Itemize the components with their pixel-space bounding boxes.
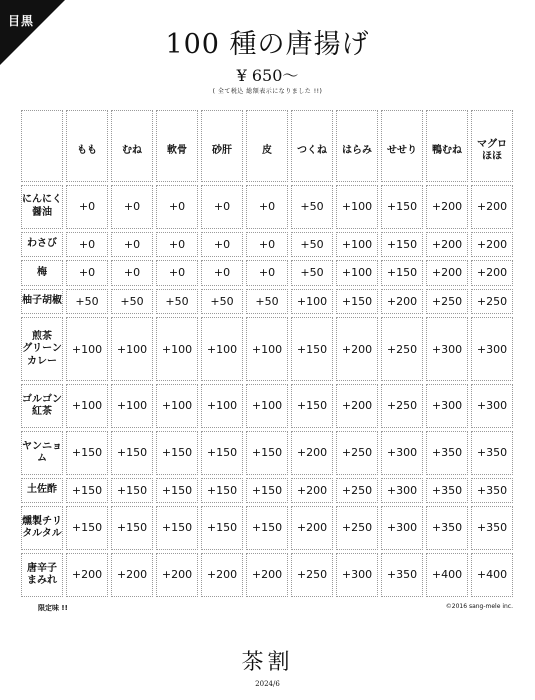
price-cell: +0 <box>201 185 243 229</box>
price-cell: +100 <box>336 185 378 229</box>
price-cell: +100 <box>246 317 288 381</box>
price-cell: +100 <box>156 384 198 428</box>
price-cell: +150 <box>111 478 153 504</box>
price-cell: +200 <box>381 289 423 315</box>
price-cell: +200 <box>201 553 243 597</box>
price-cell: +200 <box>471 232 513 258</box>
price-cell: +50 <box>291 260 333 286</box>
price-cell: +150 <box>246 478 288 504</box>
price-cell: +250 <box>381 384 423 428</box>
price-cell: +0 <box>201 232 243 258</box>
price-cell: +150 <box>246 431 288 475</box>
price-cell: +0 <box>246 185 288 229</box>
price-cell: +150 <box>156 506 198 550</box>
price-cell: +0 <box>201 260 243 286</box>
copyright: ©2016 sang-mele inc. <box>445 603 513 610</box>
column-header: むね <box>111 110 153 182</box>
price-cell: +150 <box>291 384 333 428</box>
price-cell: +0 <box>111 185 153 229</box>
price-cell: +250 <box>426 289 468 315</box>
price-cell: +150 <box>111 431 153 475</box>
price-cell: +350 <box>471 478 513 504</box>
price-matrix <box>18 107 516 600</box>
price-cell: +200 <box>471 260 513 286</box>
price-cell: +0 <box>156 260 198 286</box>
price-cell: +100 <box>336 232 378 258</box>
price-cell: +200 <box>111 553 153 597</box>
matrix-body <box>21 185 513 597</box>
column-header: はらみ <box>336 110 378 182</box>
row-header: 柚子胡椒 <box>21 289 63 315</box>
price-cell: +0 <box>111 260 153 286</box>
price-cell: +200 <box>66 553 108 597</box>
price-cell: +50 <box>291 232 333 258</box>
price-cell: +100 <box>66 384 108 428</box>
column-header: 皮 <box>246 110 288 182</box>
price-cell: +300 <box>381 478 423 504</box>
price-cell: +300 <box>381 431 423 475</box>
price-cell: +150 <box>246 506 288 550</box>
price-cell: +350 <box>471 431 513 475</box>
price-cell: +200 <box>291 506 333 550</box>
price-cell: +200 <box>426 185 468 229</box>
row-header: わさび <box>21 232 63 258</box>
price-cell: +200 <box>426 260 468 286</box>
row-header: 土佐酢 <box>21 478 63 504</box>
corner-cell <box>21 110 63 182</box>
limited-flavor-note: 限定味 !! <box>38 604 68 612</box>
price-cell: +0 <box>246 260 288 286</box>
price-cell: +50 <box>156 289 198 315</box>
price-cell: +100 <box>111 317 153 381</box>
price-cell: +150 <box>381 232 423 258</box>
price-cell: +300 <box>471 384 513 428</box>
price-cell: +200 <box>336 384 378 428</box>
header-row <box>21 110 513 182</box>
price-cell: +150 <box>66 506 108 550</box>
price-cell: +200 <box>336 317 378 381</box>
column-header: 鴨むね <box>426 110 468 182</box>
price-cell: +350 <box>471 506 513 550</box>
row-header: 燻製チリ タルタル <box>21 506 63 550</box>
price-cell: +150 <box>111 506 153 550</box>
price-cell: +250 <box>381 317 423 381</box>
price-cell: +100 <box>111 384 153 428</box>
price-cell: +250 <box>471 289 513 315</box>
price-cell: +150 <box>156 478 198 504</box>
table-row <box>21 232 513 258</box>
column-header: せせり <box>381 110 423 182</box>
base-price: ¥ 650〜 <box>236 66 299 85</box>
price-cell: +100 <box>201 384 243 428</box>
price-cell: +50 <box>246 289 288 315</box>
price-cell: +0 <box>66 260 108 286</box>
table-row <box>21 260 513 286</box>
row-header: 煎茶 グリーン カレー <box>21 317 63 381</box>
price-cell: +200 <box>291 478 333 504</box>
price-cell: +300 <box>426 317 468 381</box>
table-row <box>21 289 513 315</box>
price-cell: +300 <box>381 506 423 550</box>
row-header: ヤンニョム <box>21 431 63 475</box>
row-header: にんにく 醤油 <box>21 185 63 229</box>
price-cell: +150 <box>291 317 333 381</box>
price-cell: +50 <box>111 289 153 315</box>
price-cell: +0 <box>66 232 108 258</box>
column-header: つくね <box>291 110 333 182</box>
price-cell: +100 <box>66 317 108 381</box>
price-cell: +50 <box>201 289 243 315</box>
price-cell: +150 <box>66 431 108 475</box>
price-cell: +250 <box>291 553 333 597</box>
price-cell: +150 <box>201 478 243 504</box>
table-row <box>21 317 513 381</box>
price-cell: +350 <box>426 506 468 550</box>
price-cell: +0 <box>156 185 198 229</box>
brand-logo: 茶割 <box>241 650 294 675</box>
price-cell: +300 <box>426 384 468 428</box>
price-cell: +250 <box>336 431 378 475</box>
price-cell: +100 <box>246 384 288 428</box>
price-cell: +150 <box>381 260 423 286</box>
row-header: 梅 <box>21 260 63 286</box>
price-cell: +300 <box>336 553 378 597</box>
price-cell: +0 <box>66 185 108 229</box>
price-cell: +200 <box>156 553 198 597</box>
price-cell: +150 <box>201 431 243 475</box>
tax-note: ( 全て税込 総額表示になりました !!) <box>212 88 323 95</box>
price-cell: +0 <box>246 232 288 258</box>
price-cell: +400 <box>426 553 468 597</box>
row-header: 唐辛子 まみれ <box>21 553 63 597</box>
price-cell: +150 <box>156 431 198 475</box>
row-header: ゴルゴン 紅茶 <box>21 384 63 428</box>
table-row <box>21 384 513 428</box>
price-cell: +350 <box>381 553 423 597</box>
table-row <box>21 431 513 475</box>
price-cell: +150 <box>66 478 108 504</box>
price-cell: +300 <box>471 317 513 381</box>
price-cell: +200 <box>291 431 333 475</box>
price-cell: +0 <box>156 232 198 258</box>
price-cell: +50 <box>66 289 108 315</box>
column-header: マグロ ほほ <box>471 110 513 182</box>
price-cell: +100 <box>291 289 333 315</box>
price-cell: +200 <box>471 185 513 229</box>
column-header: 軟骨 <box>156 110 198 182</box>
price-cell: +400 <box>471 553 513 597</box>
table-row <box>21 506 513 550</box>
column-header: もも <box>66 110 108 182</box>
corner-badge-label: 目黒 <box>8 14 35 28</box>
price-cell: +100 <box>336 260 378 286</box>
price-cell: +150 <box>201 506 243 550</box>
table-row <box>21 553 513 597</box>
issue-date: 2024/6 <box>255 680 280 688</box>
price-cell: +200 <box>246 553 288 597</box>
table-row <box>21 478 513 504</box>
price-cell: +100 <box>201 317 243 381</box>
price-cell: +100 <box>156 317 198 381</box>
page-title: 100 種の唐揚げ <box>165 29 370 60</box>
price-cell: +200 <box>426 232 468 258</box>
price-cell: +0 <box>111 232 153 258</box>
price-cell: +150 <box>336 289 378 315</box>
table-row <box>21 185 513 229</box>
price-cell: +250 <box>336 478 378 504</box>
price-cell: +150 <box>381 185 423 229</box>
price-cell: +250 <box>336 506 378 550</box>
price-cell: +50 <box>291 185 333 229</box>
price-cell: +350 <box>426 478 468 504</box>
column-header: 砂肝 <box>201 110 243 182</box>
price-cell: +350 <box>426 431 468 475</box>
